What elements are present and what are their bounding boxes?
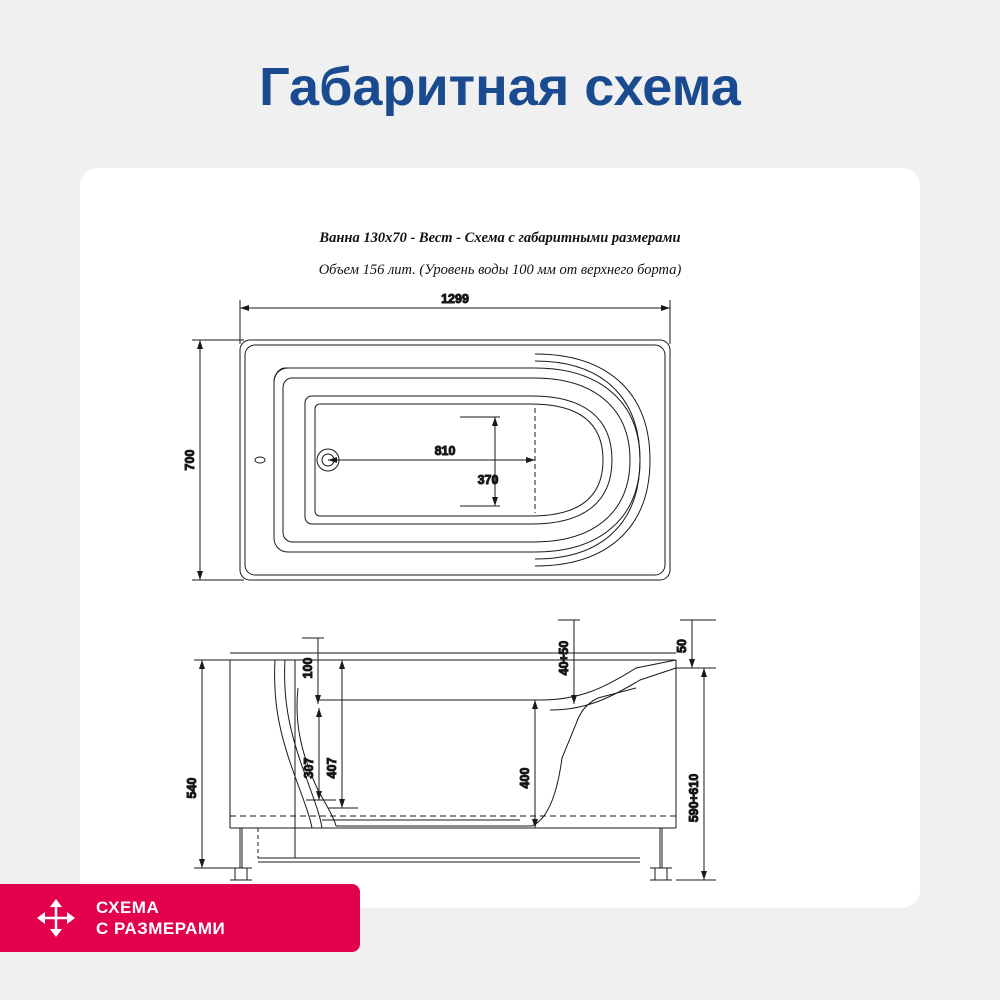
svg-text:40÷50: 40÷50	[557, 640, 571, 676]
badge-line-2: С РАЗМЕРАМИ	[96, 919, 226, 938]
dimension-inner-width	[460, 417, 500, 506]
move-arrows-icon	[34, 896, 78, 940]
svg-text:700: 700	[183, 449, 197, 471]
dimension-rim-thickness	[557, 620, 580, 704]
svg-text:307: 307	[302, 757, 316, 779]
dimension-overall-width	[183, 340, 244, 580]
svg-text:590÷610: 590÷610	[687, 773, 701, 823]
dimension-overall-length	[240, 292, 670, 344]
badge-label	[96, 897, 225, 939]
svg-text:50: 50	[675, 639, 689, 653]
dimension-water-level-from-rim	[301, 638, 324, 704]
svg-text:400: 400	[518, 767, 532, 789]
svg-text:810: 810	[434, 444, 456, 458]
schematic-caption-line-2: Объем 156 лит. (Уровень воды 100 мм от верхнего борта)	[318, 262, 682, 278]
schematic-card	[80, 168, 920, 908]
dimension-height-400	[518, 700, 538, 828]
svg-text:407: 407	[325, 757, 339, 779]
svg-text:1299: 1299	[441, 292, 469, 306]
svg-text:370: 370	[477, 473, 499, 487]
schematic-caption-line-1: Ванна 130х70 - Вест - Схема с габаритными размерами	[319, 230, 681, 246]
side-view-outline	[230, 653, 676, 880]
badge-line-1: СХЕМА	[96, 898, 160, 917]
svg-text:100: 100	[301, 657, 315, 679]
dimension-total-height-range	[676, 668, 716, 880]
svg-text:540: 540	[185, 777, 199, 799]
page-title: Габаритная схема	[259, 57, 741, 117]
technical-drawing	[80, 168, 920, 908]
dimension-depth-307	[302, 708, 336, 800]
dimension-height-540	[185, 660, 232, 868]
dimension-depth-407	[325, 660, 358, 808]
schema-badge	[0, 884, 360, 952]
dimension-inner-length	[328, 408, 535, 513]
dimension-edge-50	[675, 620, 716, 668]
